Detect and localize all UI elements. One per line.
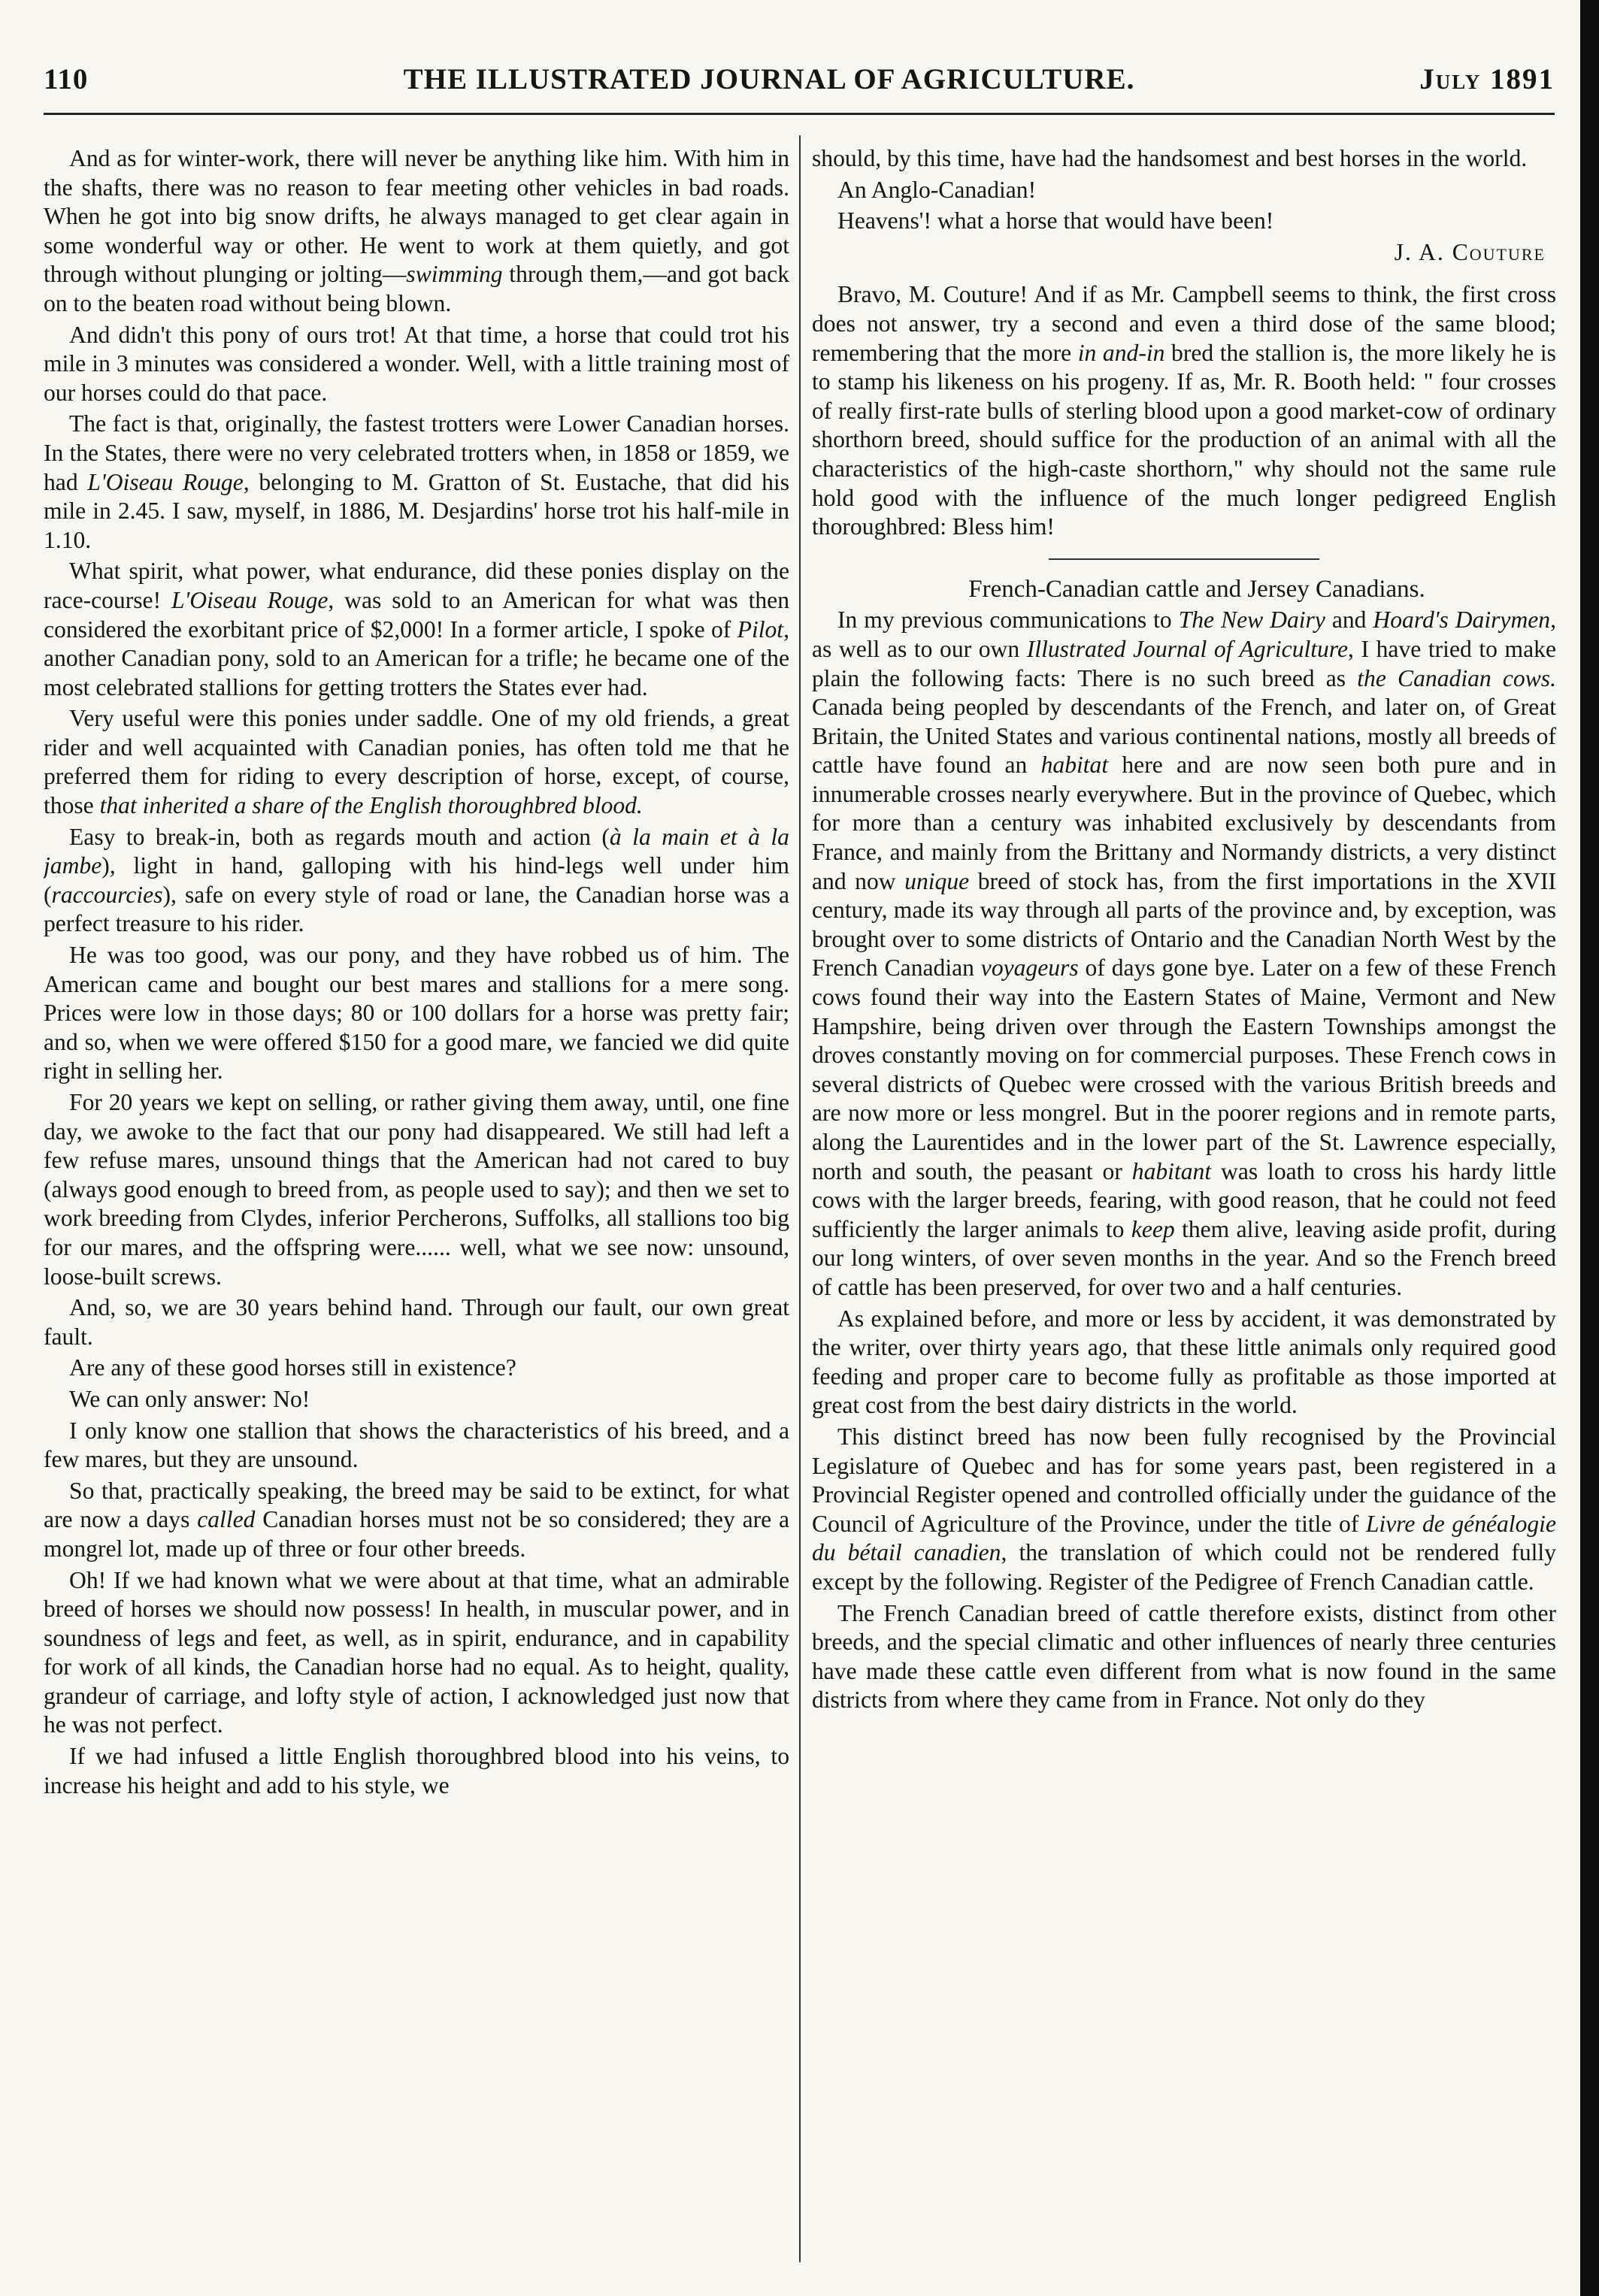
page-edge-shadow — [1580, 0, 1599, 2296]
paragraph: Easy to break-in, both as regards mouth and action (à la main et à la jambe), light in hand, galloping with his hind-legs well under him (raccourcies), safe on every style of road or lane, the Canadian horse was a perfect treasure to his rider. — [44, 823, 789, 937]
paragraph: As explained before, and more or less by accident, it was demonstrated by the writer, over thirty years ago, that these little animals only required good feeding and proper care to become fully as profitable as those imported at great cost from the best dairy districts in the world. — [812, 1305, 1556, 1419]
section-heading: French-Canadian cattle and Jersey Canadians. — [968, 575, 1425, 603]
paragraph: Bravo, M. Couture! And if as Mr. Campbell seems to think, the first cross does not answer, try a second and even a third dose of the same blood; remembering that the more in and-in bred the stallion is, the more likely he is to stamp his likeness on his progeny. If as, Mr. R. Booth held: " four crosses of really first-rate bulls of sterling blood upon a good market-cow of ordinary shorthorn breed, should suffice for the production of an animal with all the characteristics of the high-caste shorthorn," why should not the same rule hold good with the influence of the much longer pedigreed English thoroughbred: Bless him! — [812, 281, 1556, 540]
paragraph: The French Canadian breed of cattle therefore exists, distinct from other breeds, and the special climatic and other influences of nearly three centuries have made these cattle even different from what is now found in the same districts from where they came from in France. Not only do they — [812, 1599, 1556, 1714]
paragraph: The fact is that, originally, the fastest trotters were Lower Canadian horses. In the States, there were no very celebrated trotters when, in 1858 or 1859, we had L'Oiseau Rouge, belonging to M. Gratton of St. Eustache, that did his mile in 2.45. I saw, myself, in 1886, M. Desjardins' horse trot his half-mile in 1.10. — [44, 410, 789, 553]
paragraph: should, by this time, have had the handsomest and best horses in the world. — [812, 145, 1528, 171]
page-header — [44, 44, 1555, 96]
paragraph: So that, practically speaking, the breed may be said to be extinct, for what are now a days called Canadian horses must not be so considered; they are a mongrel lot, made up of three or four other breeds. — [44, 1477, 789, 1562]
section-divider — [1049, 558, 1319, 560]
journal-title: THE ILLUSTRATED JOURNAL OF AGRICULTURE. — [403, 63, 1135, 95]
paragraph: And, so, we are 30 years behind hand. Through our fault, our own great fault. — [44, 1294, 789, 1350]
paragraph: Are any of these good horses still in existence? — [69, 1354, 516, 1381]
paragraph: In my previous communications to The New Dairy and Hoard's Dairymen, as well as to our own Illustrated Journal of Agriculture, I have tried to make plain the following facts: There is no such breed as the Canadian cows. Canada being peopled by descendants of the French, and later on, of Great Britain, the United States and various continental nations, mostly all breeds of cattle have found an habitat here and are now seen both pure and in innumerable crosses nearly everywhere. But in the province of Quebec, which for more than a century was inhabited exclusively by descendants from France, and mainly from the Brittany and Normandy districts, a very distinct and now unique breed of stock has, from the first importations in the XVII century, made its way through all parts of the province and, by exception, was brought over to some districts of Ontario and the Canadian North West by the French Canadian voyageurs of days gone bye. Later on a few of these French cows found their way into the Eastern States of Maine, Vermont and New Hampshire, being driven over through the Eastern Townships amongst the droves constantly moving on for commercial purposes. These French cows in several districts of Quebec were crossed with the various British breeds and are now more or less mongrel. But in the poorer regions and in remote parts, along the Laurentides and in the lower part of the St. Lawrence especially, north and south, the peasant or habitant was loath to cross his hardy little cows with the larger breeds, fearing, with good reason, that he could not feed sufficiently the larger animals to keep them alive, leaving aside profit, during our long winters, of over seven months in the year. And so the French breed of cattle has been preserved, for over two and a half centuries. — [812, 607, 1556, 1300]
left-column — [44, 144, 789, 2256]
column-divider — [799, 135, 801, 2262]
paragraph: And as for winter-work, there will never be anything like him. With him in the shafts, there was no reason to fear meeting other vehicles in bad roads. When he got into big snow drifts, he always managed to get clear again in some wonderful way or other. He went to work at them quietly, and got through without plunging or jolting—swimming through them,—and got back on to the beaten road without being blown. — [44, 145, 789, 316]
paragraph: For 20 years we kept on selling, or rather giving them away, until, one fine day, we awoke to the fact that our pony had disappeared. We still had left a few refuse mares, unsound things that the American had not cared to buy (always good enough to breed from, as people used to say); and then we set to work breeding from Clydes, inferior Percherons, Suffolks, all stallions too big for our mares, and the offspring were...... well, what we see now: unsound, loose-built screws. — [44, 1089, 789, 1290]
paragraph: He was too good, was our pony, and they have robbed us of him. The American came and bought our best mares and stallions for a mere song. Prices were low in those days; 80 or 100 dollars for a horse was pretty fair; and so, when we were offered $150 for a good mare, we fancied we did quite right in selling her. — [44, 942, 789, 1084]
right-column — [812, 144, 1556, 2256]
paragraph: An Anglo-Canadian! — [837, 176, 1037, 203]
paragraph: Heavens'! what a horse that would have been! — [837, 207, 1274, 234]
page-number: 110 — [44, 63, 89, 95]
paragraph: Oh! If we had known what we were about at that time, what an admirable breed of horses we should now possess! In health, in muscular power, and in soundness of legs and feet, as well, as in spirit, endurance, and in capability for work of all kinds, the Canadian horse had no equal. As to height, quality, grandeur of carriage, and lofty style of action, I acknowledged just now that he was not perfect. — [44, 1566, 789, 1738]
paragraph: Very useful were this ponies under saddle. One of my old friends, a great rider and well acquainted with Canadian ponies, has often told me that he preferred them for riding to every description of horse, except, of course, those that inherited a share of the English thoroughbred blood. — [44, 705, 789, 819]
author-signature: J. A. Couture — [1394, 238, 1546, 265]
header-rule — [44, 113, 1555, 115]
issue-date: July 1891 — [1419, 63, 1555, 95]
paragraph: We can only answer: No! — [69, 1385, 310, 1412]
paragraph: This distinct breed has now been fully recognised by the Provincial Legislature of Quebec and has for some years past, been registered in a Provincial Register opened and controlled officially under the guidance of the Council of Agriculture of the Province, under the title of Livre de généalogie du bétail canadien, the translation of which could not be rendered fully except by the following. Register of the Pedigree of French Canadian cattle. — [812, 1423, 1556, 1595]
paragraph: If we had infused a little English thoroughbred blood into his veins, to increase his height and add to his style, we — [44, 1743, 789, 1798]
paragraph: What spirit, what power, what endurance, did these ponies display on the race-course! L'Oiseau Rouge, was sold to an American for what was then considered the exorbitant price of $2,000! In a former article, I spoke of Pilot, another Canadian pony, sold to an American for a trifle; he became one of the most celebrated stallions for getting trotters the States ever had. — [44, 558, 789, 700]
paragraph: And didn't this pony of ours trot! At that time, a horse that could trot his mile in 3 minutes was considered a wonder. Well, with a little training most of our horses could do that pace. — [44, 321, 789, 406]
paragraph: I only know one stallion that shows the characteristics of his breed, and a few mares, but they are unsound. — [44, 1417, 789, 1473]
